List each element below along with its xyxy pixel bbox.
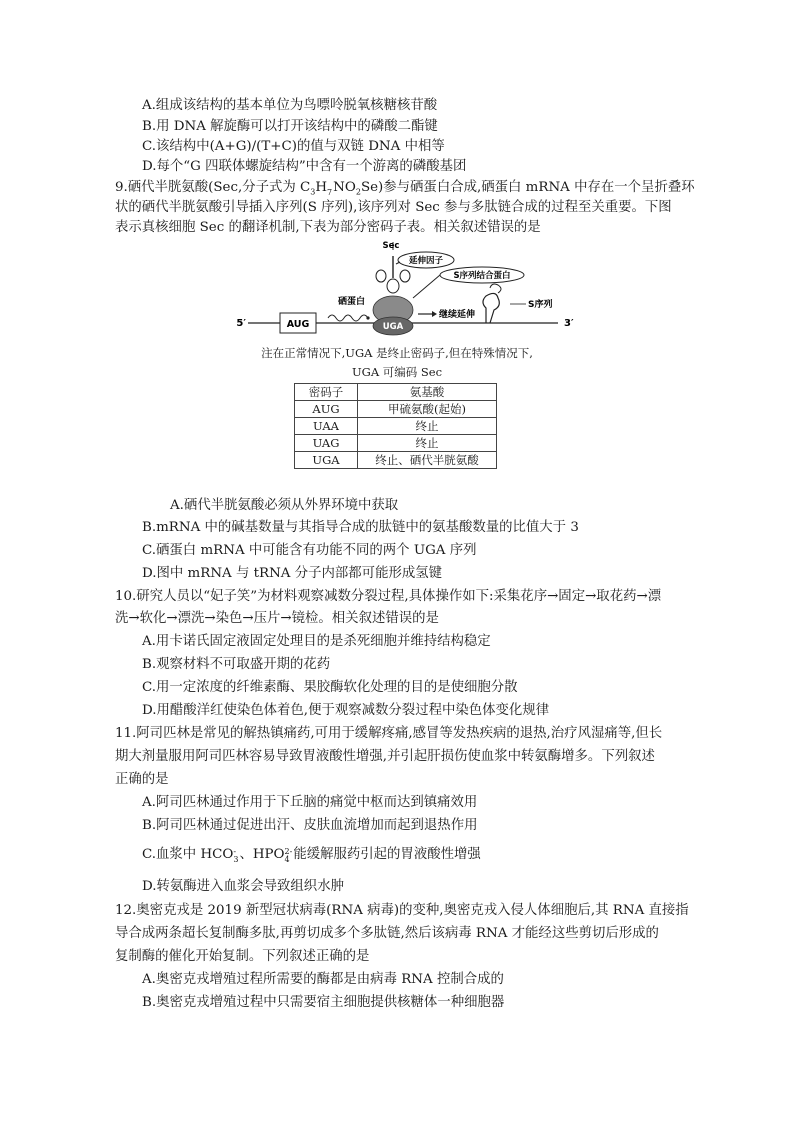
translation-diagram [228, 238, 588, 338]
q12-stem-line3: 复制酶的催化开始复制。下列叙述正确的是 [115, 949, 370, 964]
q11-option-d: D.转氨酶进入血浆会导致组织水肿 [142, 879, 344, 894]
table-row [295, 452, 497, 469]
figure-note-line2: UGA 可编码 Sec [351, 365, 443, 379]
q9-stem-line3: 表示真核细胞 Sec 的翻译机制,下表为部分密码子表。相关叙述错误的是 [115, 220, 541, 235]
q11-stem-line3: 正确的是 [115, 772, 169, 787]
q11-stem-line1: 11.阿司匹林是常见的解热镇痛药,可用于缓解疼痛,感冒等发热疾病的退热,治疗风湿痛等,但长 [115, 726, 663, 741]
table-cell-codon: UAA [295, 418, 358, 435]
three-prime-label: 3′ [564, 318, 574, 329]
table-cell-amino-acid: 终止、硒代半胱氨酸 [358, 452, 497, 469]
table-row [295, 418, 497, 435]
q10-stem-line1: 10.研究人员以“妃子笑”为材料观察减数分裂过程,具体操作如下:采集花序→固定→取花药→漂 [115, 589, 662, 604]
q11-option-c: C.血浆中 HCO - 3 、HPO 2- 4 能缓解服药引起的胃液酸性增强 [142, 847, 481, 864]
q12-option-b: B.奥密克戎增殖过程中只需要宿主细胞提供核糖体一种细胞器 [142, 995, 505, 1010]
table-header-amino-acid: 氨基酸 [358, 384, 497, 401]
q10-stem-line2: 洗→软化→漂洗→染色→压片→镜检。相关叙述错误的是 [115, 611, 439, 626]
selenoprotein-label: 硒蛋白 [338, 297, 366, 307]
table-cell-amino-acid: 终止 [358, 418, 497, 435]
q10-option-d: D.用醋酸洋红使染色体着色,便于观察减数分裂过程中染色体变化规律 [142, 703, 550, 718]
trna-loop [387, 279, 399, 293]
sec-label: Sec [382, 241, 400, 251]
continue-label: 继续延伸 [439, 310, 476, 320]
q8-option-a: A.组成该结构的基本单位为鸟嘌呤脱氧核糖核苷酸 [142, 98, 438, 113]
q11-option-b: B.阿司匹林通过促进出汗、皮肤血流增加而起到退热作用 [142, 818, 478, 833]
s-binding-protein-label: S序列结合蛋白 [453, 271, 511, 281]
q12-option-a: A.奥密克戎增殖过程所需要的酶都是由病毒 RNA 控制合成的 [142, 972, 504, 987]
table-cell-codon: UGA [295, 452, 358, 469]
q9-stem-line2: 状的硒代半胱氨酸引导插入序列(S 序列),该序列对 Sec 参与多肽链合成的过程至关重要。下图 [115, 200, 672, 215]
q10-option-b: B.观察材料不可取盛开期的花药 [142, 657, 331, 672]
table-row [295, 401, 497, 418]
codon-table [294, 383, 497, 469]
table-cell-amino-acid: 甲硫氨酸(起始) [358, 401, 497, 418]
selenoprotein-chain [328, 315, 368, 321]
table-cell-codon: AUG [295, 401, 358, 418]
q9-option-c: C.硒蛋白 mRNA 中可能含有功能不同的两个 UGA 序列 [142, 543, 477, 558]
q9-option-d: D.图中 mRNA 与 tRNA 分子内部都可能形成氢键 [142, 566, 443, 581]
uga-label: UGA [382, 322, 404, 332]
q10-option-c: C.用一定浓度的纤维素酶、果胶酶软化处理的目的是使细胞分散 [142, 680, 518, 695]
table-cell-amino-acid: 终止 [358, 435, 497, 452]
q11-option-a: A.阿司匹林通过作用于下丘脑的痛觉中枢而达到镇痛效用 [142, 795, 478, 810]
table-row [295, 435, 497, 452]
q12-stem-line1: 12.奥密克戎是 2019 新型冠状病毒(RNA 病毒)的变种,奥密克戎入侵人体细胞后,其 RNA 直接指 [115, 903, 689, 918]
s-sequence-loop [483, 293, 499, 323]
table-header-codon: 密码子 [295, 384, 358, 401]
aug-label: AUG [286, 319, 310, 330]
q9-stem-line1: 9.硒代半胱氨酸(Sec,分子式为 $C_3H$ 7 $NO_2Se$)参与硒蛋白合成,硒蛋白 mRNA 中存在一个呈折叠环 [115, 180, 695, 197]
figure-note-line1: 注在正常情况下,UGA 是终止密码子,但在特殊情况下, [261, 346, 533, 360]
table-header-row [295, 384, 497, 401]
table-cell-codon: UAG [295, 435, 358, 452]
elongation-factor-label: 延伸因子 [408, 256, 444, 266]
q9-option-a: A.硒代半胱氨酸必须从外界环境中获取 [170, 498, 399, 513]
s-sequence-label: S序列 [528, 300, 553, 310]
q12-stem-line2: 导合成两条超长复制酶多肽,再剪切成多个多肽链,然后该病毒 RNA 才能经这些剪切后形成的 [115, 926, 659, 941]
q11-stem-line2: 期大剂量服用阿司匹林容易导致胃液酸性增强,并引起肝损伤使血浆中转氨酶增多。下列叙述 [115, 749, 655, 764]
q10-option-a: A.用卡诺氏固定液固定处理目的是杀死细胞并维持结构稳定 [142, 634, 491, 649]
five-prime-label: 5′ [236, 318, 246, 329]
q8-option-d: D.每个“G 四联体螺旋结构”中含有一个游离的磷酸基团 [142, 159, 467, 174]
q9-option-b: B.mRNA 中的碱基数量与其指导合成的肽链中的氨基酸数量的比值大于 3 [142, 520, 579, 535]
q8-option-c: C.该结构中(A+G)/(T+C)的值与双链 DNA 中相等 [142, 139, 445, 154]
q8-option-b: B.用 DNA 解旋酶可以打开该结构中的磷酸二酯键 [142, 119, 438, 134]
